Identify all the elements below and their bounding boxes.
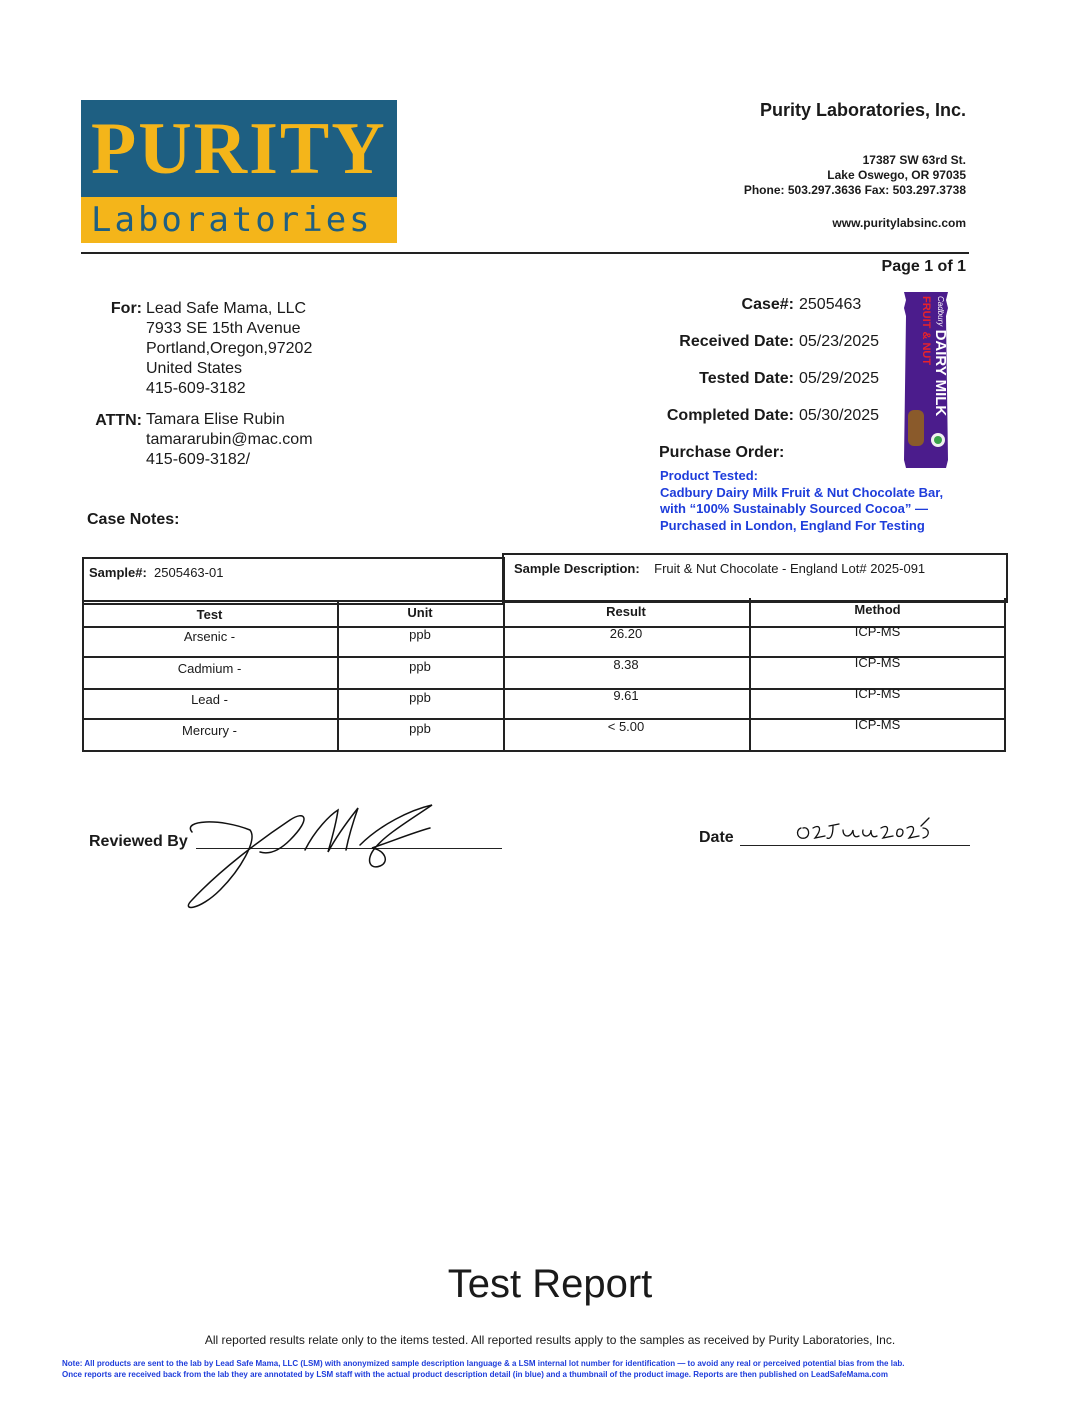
disclaimer: All reported results relate only to the items tested. All reported results apply to the samples as received by Purity Laboratories, Inc. (204, 1333, 896, 1347)
phone-fax: Phone: 503.297.3636 Fax: 503.297.3738 (743, 183, 966, 197)
attn-line: Tamara Elise Rubin (146, 411, 285, 428)
page-number: Page 1 of 1 (881, 258, 966, 275)
cell-unit: ppb (409, 721, 431, 736)
grid-line (82, 750, 1006, 752)
received-value: 05/23/2025 (799, 333, 880, 350)
thumb-text: Cadbury (936, 296, 945, 327)
product-line: Product Tested: (660, 468, 758, 483)
reviewed-by-label: Reviewed By (89, 833, 188, 850)
header-rule (81, 252, 969, 254)
sample-value: 2505463-01 (154, 565, 224, 580)
for-label: For: (110, 300, 142, 317)
cell-unit: ppb (409, 690, 431, 705)
for-line: Lead Safe Mama, LLC (146, 300, 307, 317)
note-line: Once reports are received back from the lab they are annotated by LSM staff with the actual product description detail (in blue) and a thumbnail of the product image. Reports are then published on LeadSafeMama.com (62, 1370, 888, 1379)
col-header-unit: Unit (407, 605, 433, 620)
cell-result: 26.20 (609, 626, 643, 641)
tested-label: Tested Date: (699, 370, 794, 387)
cell-test: Lead - (191, 692, 228, 707)
for-line: 7933 SE 15th Avenue (146, 320, 301, 337)
product-line: with “100% Sustainably Sourced Cocoa” — (660, 501, 929, 516)
date-line (740, 845, 970, 846)
cell-result: 8.38 (613, 657, 639, 672)
lsm-note (62, 1358, 905, 1380)
cell-unit: ppb (409, 659, 431, 674)
thumb-text: FRUIT & NUT (920, 296, 932, 366)
case-notes-label: Case Notes: (87, 511, 180, 528)
col-header-result: Result (606, 604, 646, 619)
address-line: Lake Oswego, OR 97035 (827, 168, 966, 182)
completed-label: Completed Date: (666, 407, 794, 424)
attn-block (146, 410, 313, 470)
product-line: Cadbury Dairy Milk Fruit & Nut Chocolate Bar, (660, 484, 944, 500)
cell-result: < 5.00 (607, 719, 645, 734)
for-line: Portland,Oregon,97202 (146, 340, 313, 357)
attn-label: ATTN: (95, 412, 142, 429)
document-title: Test Report (447, 1262, 653, 1306)
product-line: Purchased in London, England For Testing (660, 517, 925, 533)
purity-logo (81, 100, 397, 243)
col-header-test: Test (196, 607, 223, 622)
sample-label: Sample#: (89, 565, 147, 580)
cell-test: Mercury - (182, 723, 237, 738)
reviewer-signature (180, 800, 440, 915)
po-label: Purchase Order: (659, 444, 785, 461)
case-value: 2505463 (799, 296, 862, 313)
thumb-text: DAIRY MILK (932, 329, 949, 417)
thumbnail-label (904, 296, 948, 426)
case-label: Case#: (741, 296, 794, 313)
cell-unit: ppb (409, 627, 431, 642)
for-line: 415-609-3182 (146, 380, 246, 397)
desc-label: Sample Description: (514, 561, 640, 576)
tested-value: 05/29/2025 (799, 370, 880, 387)
note-line: Note: All products are sent to the lab by Lead Safe Mama, LLC (LSM) with anonymized sample description language & a LSM internal lot number for identification — to avoid any real or perceived potential bias from the lab. (62, 1359, 905, 1368)
sample-description (514, 561, 925, 576)
cell-test: Arsenic - (183, 629, 236, 644)
lab-website: www.puritylabsinc.com (832, 216, 966, 230)
product-tested-note (660, 468, 943, 534)
attn-line: tamararubin@mac.com (146, 431, 313, 448)
for-line: United States (146, 360, 243, 377)
cell-method: ICP-MS (854, 624, 901, 639)
cell-result: 9.61 (613, 688, 639, 703)
cell-method: ICP-MS (854, 655, 901, 670)
address-line: 17387 SW 63rd St. (862, 153, 966, 167)
sample-id (89, 565, 223, 580)
cell-test: Cadmium - (177, 661, 242, 676)
date-label: Date (699, 829, 734, 846)
logo-word: PURITY (91, 108, 387, 190)
desc-value: Fruit & Nut Chocolate - England Lot# 2025-091 (654, 561, 926, 576)
completed-value: 05/30/2025 (799, 407, 880, 424)
received-label: Received Date: (679, 333, 794, 350)
attn-line: 415-609-3182/ (146, 451, 251, 468)
cell-method: ICP-MS (854, 686, 901, 701)
logo-sub: Laboratories (91, 200, 373, 240)
product-thumbnail (902, 290, 950, 470)
handwritten-date (793, 814, 933, 844)
lab-address (744, 153, 966, 198)
for-block (146, 299, 312, 399)
cell-method: ICP-MS (854, 717, 901, 732)
col-header-method: Method (854, 602, 901, 617)
lab-name: Purity Laboratories, Inc. (759, 100, 966, 120)
